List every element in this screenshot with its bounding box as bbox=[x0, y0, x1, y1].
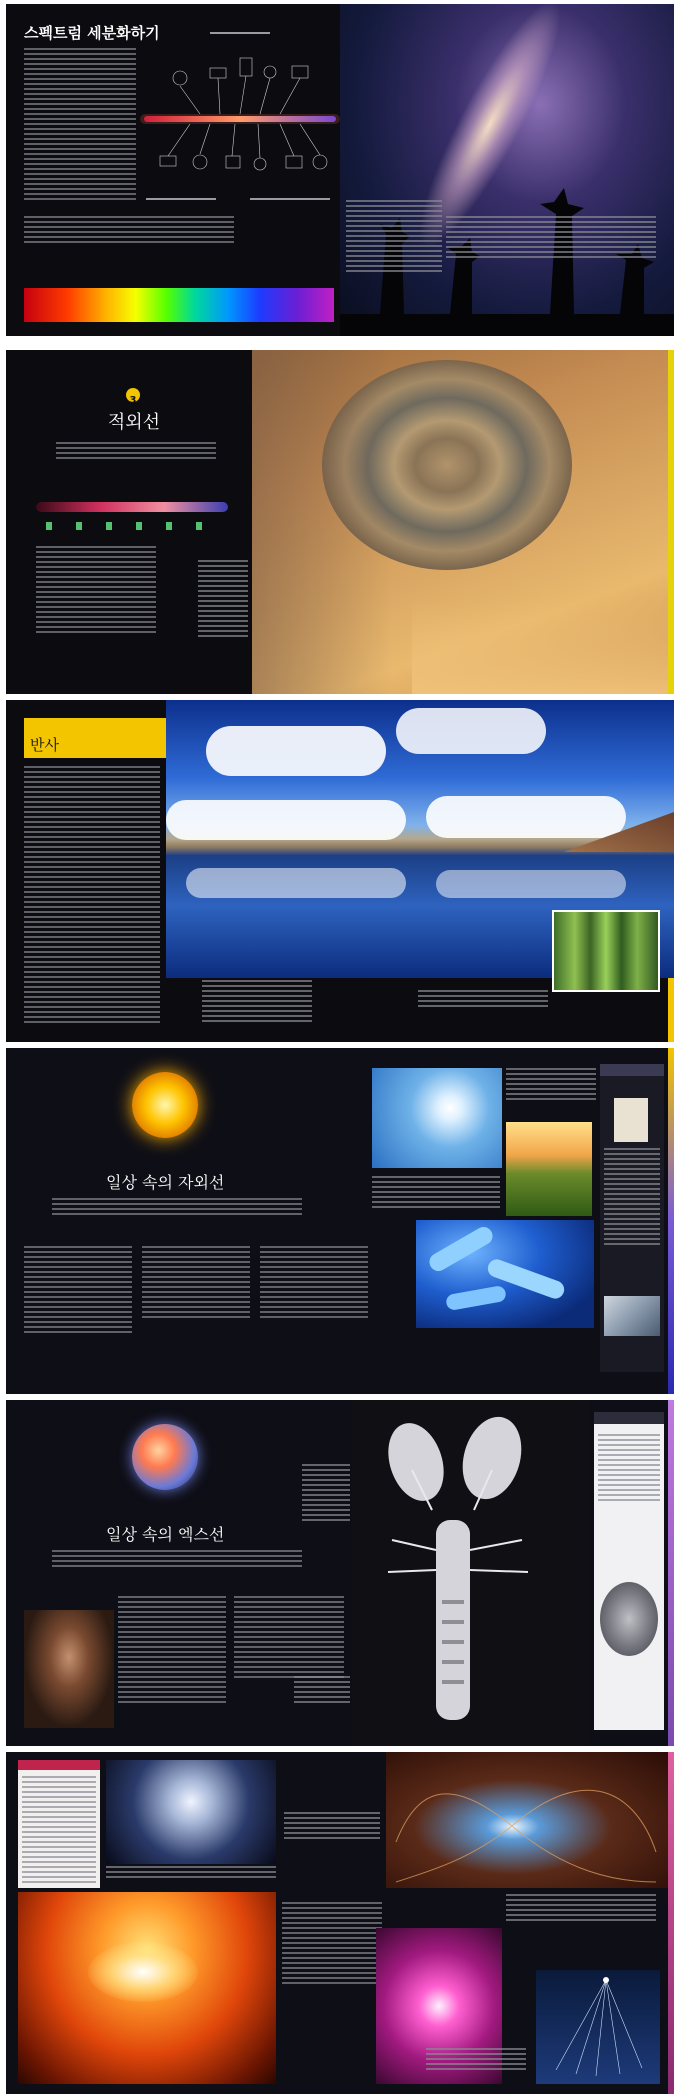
milky-way-baobab-photo bbox=[340, 4, 674, 336]
body-text bbox=[56, 442, 216, 462]
spread-gamma bbox=[6, 1752, 674, 2094]
box-header-band bbox=[594, 1412, 664, 1424]
caption-text bbox=[198, 560, 248, 640]
richat-structure-satellite-photo bbox=[252, 350, 668, 694]
caption-text bbox=[106, 1866, 276, 1881]
ultraviolet-sun-icon bbox=[132, 1072, 198, 1138]
caption-text bbox=[426, 2048, 526, 2073]
body-text bbox=[234, 1596, 344, 1681]
lobster-xray-photo bbox=[352, 1400, 590, 1746]
bacteria-micrograph-photo bbox=[416, 1220, 594, 1328]
spread-infrared bbox=[6, 350, 674, 694]
body-text bbox=[118, 1596, 226, 1706]
caption-text bbox=[302, 1464, 350, 1524]
biography-box bbox=[600, 1064, 664, 1372]
body-text bbox=[24, 216, 234, 246]
body-text bbox=[36, 546, 156, 636]
spectrum-bar bbox=[24, 288, 334, 322]
chapter-number: 3 bbox=[129, 395, 137, 406]
portrait-sketch bbox=[614, 1098, 648, 1142]
spread-xray bbox=[6, 1400, 674, 1746]
body-text bbox=[24, 766, 160, 1026]
caption-text bbox=[202, 980, 312, 1025]
scientists-oval-photo bbox=[600, 1582, 658, 1656]
body-text bbox=[260, 1246, 368, 1321]
caption-text bbox=[346, 200, 442, 275]
caption-text bbox=[418, 990, 548, 1010]
chapter-title: 적외선 bbox=[107, 412, 161, 433]
biography-box bbox=[594, 1412, 664, 1730]
sunset-field-photo bbox=[506, 1122, 592, 1216]
gamma-burst-field-photo bbox=[386, 1752, 668, 1888]
spread-ultraviolet bbox=[6, 1048, 674, 1394]
forest-photo bbox=[552, 910, 660, 992]
body-text bbox=[24, 48, 136, 203]
page-title: 스펙트럼 세분화하기 bbox=[24, 24, 160, 42]
body-text bbox=[24, 1246, 132, 1336]
section-title: 일상 속의 자외선 bbox=[106, 1173, 225, 1192]
xray-globe-icon bbox=[132, 1424, 198, 1490]
instrument-diagram bbox=[140, 28, 340, 208]
section-title: 반사 bbox=[30, 736, 59, 754]
spread-spectrum bbox=[6, 4, 674, 336]
space-telescope-photo bbox=[106, 1760, 276, 1864]
caption-text bbox=[506, 1068, 596, 1103]
spread-reflection bbox=[6, 700, 674, 1042]
body-text bbox=[142, 1246, 250, 1321]
caption-text bbox=[506, 1894, 656, 1924]
caption-text bbox=[294, 1676, 350, 1706]
infrared-spectrum-strip bbox=[36, 502, 228, 512]
sidebar-note-box bbox=[18, 1760, 100, 1888]
cosmic-ray-shower-photo bbox=[536, 1970, 660, 2084]
sky-sun-photo bbox=[372, 1068, 502, 1168]
box-header-band bbox=[600, 1064, 664, 1076]
wavelength-diagram bbox=[36, 516, 228, 536]
caption-text bbox=[446, 216, 656, 261]
section-title: 일상 속의 엑스선 bbox=[106, 1525, 225, 1544]
caption-text bbox=[372, 1176, 500, 1211]
section-header-band bbox=[24, 718, 170, 758]
chapter-number-badge bbox=[126, 388, 140, 406]
solar-flare-photo bbox=[18, 1892, 276, 2084]
prism-light-photo bbox=[604, 1296, 660, 1336]
roentgen-portrait-photo bbox=[24, 1610, 114, 1728]
caption-text bbox=[284, 1812, 380, 1842]
box-header-band bbox=[18, 1760, 100, 1770]
body-text bbox=[52, 1198, 302, 1218]
body-text bbox=[282, 1902, 382, 1987]
body-text bbox=[52, 1550, 302, 1570]
